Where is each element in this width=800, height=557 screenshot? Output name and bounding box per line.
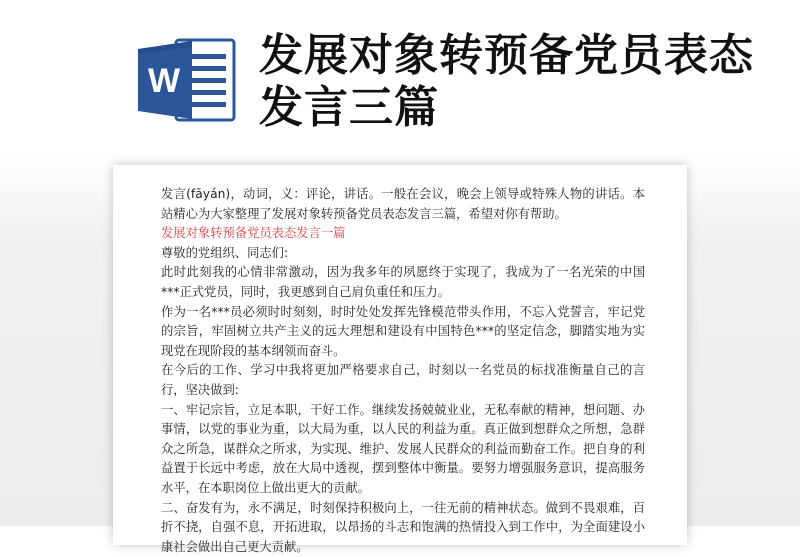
body-paragraph: 在今后的工作、学习中我将更加严格要求自己，时刻以一名党员的标找准衡量自己的言行，坚决做到: [161,361,645,400]
document-body [161,185,645,557]
body-paragraph: 作为一名***员必须时时刻刻，时时处处发挥先锋模范带头作用，不忘入党誓言，牢记党的宗旨，牢固树立共产主义的远大理想和建设有中国特色***的坚定信念，脚踏实地为实现党在现阶段的基本纲领而奋斗。 [161,303,645,362]
svg-text:W: W [148,62,181,100]
document-page [113,165,687,545]
intro-paragraph: 发言(fāyán)，动词，义：评论，讲话。一般在会议，晚会上领导或特殊人物的讲话。本站精心为大家整理了发展对象转预备党员表态发言三篇，希望对你有帮助。 [161,185,645,224]
salutation: 尊敬的党组织、同志们: [161,244,645,264]
body-paragraph: 一、牢记宗旨，立足本职，干好工作。继续发扬兢兢业业，无私奉献的精神，想问题、办事情，以党的事业为重，以大局为重，以人民的利益为重。真正做到想群众之所想，急群众之所急，谋群众之所求，为实现、维护、发展人民群众的利益而勤奋工作。把自身的利益置于长远中考虑，放在大局中透视，摆到整体中衡量。要努力增强服务意识，提高服务水平，在本职岗位上做出更大的贡献。 [161,401,645,499]
body-paragraph: 此时此刻我的心情非常激动，因为我多年的夙愿终于实现了，我成为了一名光荣的中国***正式党员，同时，我更感到自己肩负重任和压力。 [161,263,645,302]
section-heading: 发展对象转预备党员表态发言一篇 [161,224,645,244]
page-title: 发展对象转预备党员表态发言三篇 [259,30,779,134]
body-paragraph: 二、奋发有为，永不满足，时刻保持积极向上，一往无前的精神状态。做到不畏艰难，百折不挠，自强不息，开拓进取，以昂扬的斗志和饱满的热情投入到工作中，为全面建设小康社会做出自己更大贡献。 [161,499,645,557]
word-document-icon [138,38,236,122]
